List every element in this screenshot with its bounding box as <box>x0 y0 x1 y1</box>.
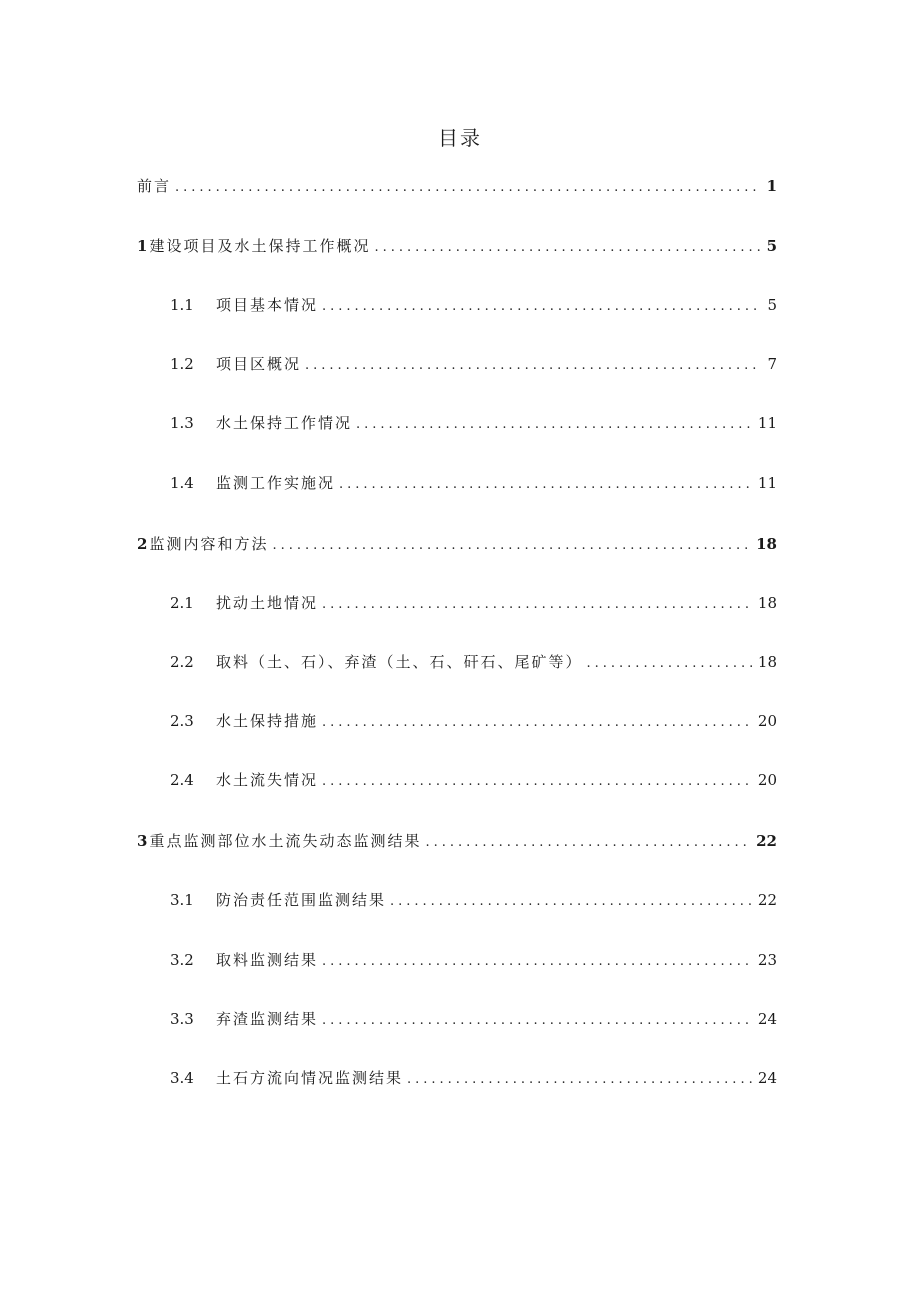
toc-entry-number: 3 <box>137 832 148 850</box>
toc-entry-label: 监测工作实施况 <box>216 474 336 492</box>
toc-leader-dots <box>322 950 752 974</box>
toc-entry-label: 重点监测部位水土流失动态监测结果 <box>149 832 422 850</box>
toc-leader-dots <box>339 473 752 497</box>
toc-leader-dots <box>425 831 750 855</box>
toc-entry-label: 监测内容和方法 <box>149 535 269 553</box>
toc-entry-number: 1.2 <box>170 355 194 373</box>
toc-entry-number: 2.1 <box>170 594 194 612</box>
toc-leader-dots <box>305 354 761 378</box>
toc-entry-number: 1.1 <box>170 296 194 314</box>
toc-leader-dots <box>322 770 752 794</box>
toc-entry-label: 项目区概况 <box>216 355 302 373</box>
toc-entry-label: 土石方流向情况监测结果 <box>216 1069 404 1087</box>
toc-entry-label: 前言 <box>137 177 172 195</box>
toc-page-number: 24 <box>757 1010 777 1028</box>
toc-entry-label: 弃渣监测结果 <box>216 1010 319 1028</box>
toc-entry-number: 3.4 <box>170 1069 194 1087</box>
toc-page-number: 5 <box>766 237 777 255</box>
toc-page-number: 1 <box>766 177 777 195</box>
toc-entry-label: 水土保持措施 <box>216 712 319 730</box>
toc-page-number: 18 <box>757 594 777 612</box>
toc-entry-label: 建设项目及水土保持工作概况 <box>149 237 371 255</box>
toc-entry-label: 项目基本情况 <box>216 296 319 314</box>
toc-entry-label: 扰动土地情况 <box>216 594 319 612</box>
toc-entry-1-4[interactable] <box>170 471 777 495</box>
toc-entry-1[interactable] <box>137 234 777 258</box>
toc-entry-1-2[interactable] <box>170 352 777 376</box>
toc-leader-dots <box>175 176 761 200</box>
toc-page-number: 22 <box>757 891 777 909</box>
toc-entry-label: 取料（土、石）、弃渣（土、石、矸石、尾矿等） <box>216 653 583 671</box>
toc-leader-dots <box>272 534 750 558</box>
toc-entry-number: 3.2 <box>170 951 194 969</box>
toc-page-number: 23 <box>757 951 777 969</box>
toc-entry-number: 1.4 <box>170 474 194 492</box>
toc-entry-label: 防治责任范围监测结果 <box>216 891 387 909</box>
toc-entry-label: 水土保持工作情况 <box>216 414 353 432</box>
toc-entry-number: 1 <box>137 237 148 255</box>
toc-entry-3-2[interactable] <box>170 948 777 972</box>
toc-leader-dots <box>374 236 760 260</box>
toc-page-number: 11 <box>757 414 777 432</box>
toc-entry-number: 2 <box>137 535 148 553</box>
toc-page-number: 5 <box>767 296 777 314</box>
toc-entry-1-3[interactable] <box>170 411 777 435</box>
toc-page-number: 18 <box>756 535 777 553</box>
toc-entry-number: 3.3 <box>170 1010 194 1028</box>
toc-entry-number: 1.3 <box>170 414 194 432</box>
toc-entry-2-4[interactable] <box>170 768 777 792</box>
toc-leader-dots <box>407 1068 752 1092</box>
toc-leader-dots <box>322 593 752 617</box>
toc-page-number: 20 <box>757 771 777 789</box>
toc-entry-number: 2.4 <box>170 771 194 789</box>
toc-page-number: 11 <box>757 474 777 492</box>
toc-entry-3-3[interactable] <box>170 1007 777 1031</box>
toc-entry-2-3[interactable] <box>170 709 777 733</box>
toc-leader-dots <box>587 652 752 676</box>
toc-page-number: 20 <box>757 712 777 730</box>
toc-entry-label: 取料监测结果 <box>216 951 319 969</box>
toc-entry-2[interactable] <box>137 532 777 556</box>
toc-page-number: 22 <box>756 832 777 850</box>
toc-entry-number: 2.3 <box>170 712 194 730</box>
toc-entry-number: 3.1 <box>170 891 194 909</box>
toc-leader-dots <box>322 711 752 735</box>
toc-page-number: 18 <box>757 653 777 671</box>
toc-entry-3-4[interactable] <box>170 1066 777 1090</box>
toc-page-number: 24 <box>757 1069 777 1087</box>
toc-entry-label: 水土流失情况 <box>216 771 319 789</box>
toc-entry-preface[interactable] <box>137 174 777 198</box>
toc-entry-2-1[interactable] <box>170 591 777 615</box>
toc-entry-number: 2.2 <box>170 653 194 671</box>
toc-page-number: 7 <box>767 355 777 373</box>
toc-title: 目录 <box>438 126 482 150</box>
toc-leader-dots <box>356 413 752 437</box>
toc-leader-dots <box>322 295 761 319</box>
toc-entry-3[interactable] <box>137 829 777 853</box>
toc-leader-dots <box>390 890 752 914</box>
toc-entry-3-1[interactable] <box>170 888 777 912</box>
toc-entry-1-1[interactable] <box>170 293 777 317</box>
toc-leader-dots <box>322 1009 752 1033</box>
toc-entry-2-2[interactable] <box>170 650 777 674</box>
